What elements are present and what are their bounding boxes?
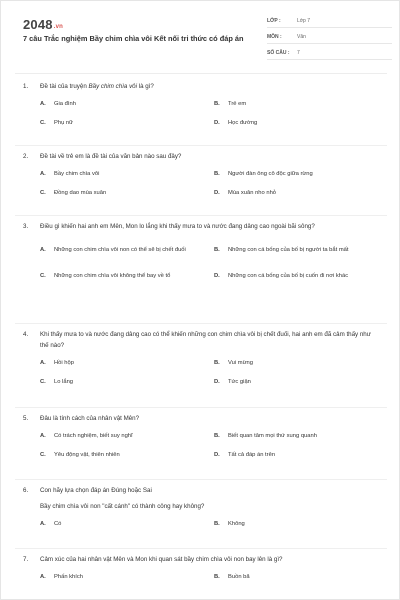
option-text: Hồi hộp [54,360,74,366]
option-letter: D. [214,272,220,279]
question-divider [15,407,387,408]
option-text: Yêu động vật, thiên nhiên [54,452,120,458]
meta-row-subject [267,31,392,44]
answer-option-b[interactable] [214,359,386,368]
answer-option-d[interactable] [214,119,386,128]
meta-row-count [267,47,392,60]
worksheet-title: 7 câu Trắc nghiệm Bầy chim chìa vôi Kết nối tri thức có đáp án [23,34,244,43]
option-text: Tức giận [228,379,251,385]
option-text: Có [54,521,62,527]
option-letter: A. [40,433,46,439]
option-text: Những con cá bống của bố bị người ta bắt mất [228,246,349,253]
option-letter: C. [40,190,46,196]
answer-option-a[interactable] [40,359,212,368]
option-letter: B. [214,246,220,253]
option-text: Mùa xuân nho nhỏ [228,190,277,196]
story-title: Bầy chim chìa vôi [88,83,137,90]
option-letter: B. [214,360,220,366]
question-body [40,81,381,92]
option-letter: A. [40,360,46,366]
answer-options [40,359,381,387]
answer-options [40,240,381,286]
question-2 [23,151,381,198]
answer-option-a[interactable] [40,100,212,109]
option-letter: B. [214,521,220,527]
option-text: Biết quan tâm mọi thứ xung quanh [228,433,317,439]
question-text [23,221,381,232]
answer-options [40,100,381,128]
answer-options [40,170,381,198]
option-text: Vui mừng [228,360,253,366]
logo-text: 2048 [23,17,53,32]
option-letter: B. [214,574,220,580]
question-body: Khi thấy mưa to và nước đang dâng cao có thể khiến những con chim chìa vôi bị chết đuối, hai anh em đã cảm thấy như thế nào? [40,331,371,349]
question-text-part: Đề tài của truyện [40,83,89,90]
answer-option-a[interactable] [40,520,212,529]
question-number: 1. [23,83,29,90]
question-divider [15,323,387,324]
option-letter: B. [214,433,220,439]
question-number: 3. [23,223,29,230]
answer-options [40,432,381,460]
answer-option-a[interactable] [40,170,212,179]
option-text: Gia đình [54,101,76,107]
option-letter: A. [40,171,46,177]
answer-option-d[interactable] [214,266,386,286]
option-text: Buồn bã [228,574,250,580]
answer-option-b[interactable] [214,240,386,260]
meta-label: SỐ CÂU : [267,50,290,56]
site-logo[interactable] [23,17,63,32]
option-letter: B. [214,171,220,177]
option-letter: D. [214,120,220,126]
question-text [23,413,381,424]
worksheet-header [15,15,387,61]
option-text: Những con chim chìa vôi non có thể sẽ bị chết đuối [54,246,186,253]
question-body: Con hãy lựa chọn đáp án Đúng hoặc Sai [40,487,152,494]
option-text: Có trách nghiệm, biết suy nghĩ [54,433,133,439]
option-text: Tất cả đáp án trên [228,452,276,458]
meta-row-class [267,15,392,28]
option-text: Không [228,521,245,527]
question-text [23,81,381,92]
option-text: Phấn khích [54,574,84,580]
answer-options [40,520,381,529]
answer-option-c[interactable] [40,266,212,286]
option-letter: B. [214,101,220,107]
meta-value: 7 [297,50,300,56]
option-text: Lo lắng [54,379,74,385]
answer-option-b[interactable] [214,100,386,109]
answer-options [40,573,381,582]
question-body: Đâu là tính cách của nhân vật Mên? [40,415,140,422]
question-7 [23,554,381,582]
question-divider [15,479,387,480]
option-letter: C. [40,120,46,126]
question-text [23,554,381,565]
meta-value: Văn [297,34,306,40]
question-5 [23,413,381,460]
option-letter: D. [214,452,220,458]
option-text: Người đàn ông cô độc giữa rừng [228,171,313,177]
answer-option-b[interactable] [214,432,386,441]
question-text [23,151,381,162]
answer-option-a[interactable] [40,432,212,441]
answer-option-c[interactable] [40,378,212,387]
answer-option-b[interactable] [214,520,386,529]
question-statement: Bầy chim chìa vôi non "cất cánh" có thành công hay không? [40,503,205,510]
question-number: 2. [23,153,29,160]
option-text: Đồng dao mùa xuân [54,190,107,196]
meta-value: Lớp 7 [297,18,311,24]
logo-suffix: .vn [53,24,64,30]
option-letter: C. [40,272,46,279]
answer-option-a[interactable] [40,573,212,582]
meta-label: MÔN : [267,34,282,40]
answer-option-c[interactable] [40,119,212,128]
meta-label: LỚP : [267,18,281,24]
option-text: Phụ nữ [54,120,74,126]
option-text: Những con chim chìa vôi không thể bay về tổ [54,272,171,279]
question-1 [23,81,381,128]
question-text-part: là gì? [137,83,154,90]
option-letter: A. [40,574,46,580]
question-text [23,329,381,351]
question-body: Điều gì khiến hai anh em Mên, Mon lo lắng khi thấy mưa to và nước đang dâng cao ngoài bãi sông? [40,223,315,230]
answer-option-d[interactable] [214,189,386,198]
question-divider [15,145,387,146]
option-letter: C. [40,379,46,385]
answer-option-b[interactable] [214,573,386,582]
option-letter: A. [40,521,46,527]
question-body: Cảm xúc của hai nhân vật Mên và Mon khi quan sát bầy chim chìa vôi non bay lên là gì? [40,556,283,563]
worksheet-meta [267,15,392,63]
question-4 [23,329,381,387]
option-text: Học đường [228,120,258,126]
question-number: 7. [23,556,29,563]
question-divider [15,548,387,549]
question-number: 6. [23,487,29,494]
option-letter: C. [40,452,46,458]
option-letter: A. [40,101,46,107]
answer-option-d[interactable] [214,378,386,387]
option-letter: A. [40,246,46,253]
option-text: Những con cá bống của bố bị cuốn đi nơi khác [228,272,349,279]
answer-option-c[interactable] [40,451,212,460]
answer-option-d[interactable] [214,451,386,460]
question-body: Đề tài về trẻ em là đề tài của văn bản nào sau đây? [40,153,182,160]
option-letter: D. [214,379,220,385]
question-text [23,485,381,496]
question-number: 5. [23,415,29,422]
answer-option-c[interactable] [40,189,212,198]
header-divider [15,73,387,74]
question-3 [23,221,381,286]
answer-option-b[interactable] [214,170,386,179]
question-6 [23,485,381,529]
question-number: 4. [23,331,29,338]
option-letter: D. [214,190,220,196]
option-text: Bầy chim chìa vôi [54,171,100,177]
question-divider [15,215,387,216]
option-text: Trẻ em [228,101,247,107]
answer-option-a[interactable] [40,240,212,260]
